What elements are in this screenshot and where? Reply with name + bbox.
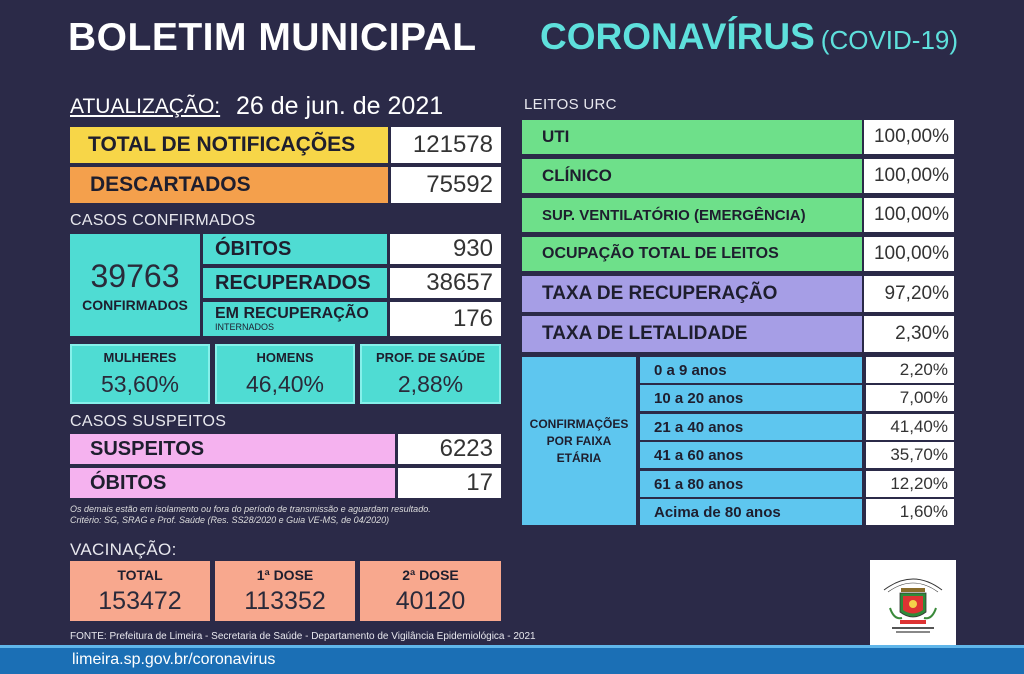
vaccination-total-value: 153472 xyxy=(98,586,182,615)
men-value: 46,40% xyxy=(245,371,324,397)
deaths-value: 930 xyxy=(390,234,501,264)
recovery-rate-value: 97,20% xyxy=(864,276,954,312)
age-group-label-box xyxy=(522,357,636,525)
discarded-value: 75592 xyxy=(391,167,501,203)
confirmed-total: 39763 xyxy=(90,257,180,294)
notifications-value: 121578 xyxy=(391,127,501,163)
age-row-value: 1,60% xyxy=(866,499,954,525)
recovered-label: RECUPERADOS xyxy=(203,268,387,298)
coat-of-arms-icon xyxy=(870,560,956,646)
beds-clinical-label: CLÍNICO xyxy=(522,159,862,193)
lethality-rate-label: TAXA DE LETALIDADE xyxy=(522,316,862,352)
suspected-note-2: Critério: SG, SRAG e Prof. Saúde (Res. SS28/2020 e Guia VE-MS, de 04/2020) xyxy=(70,515,390,525)
vaccination-dose1-box xyxy=(215,561,355,621)
confirmed-total-label: CONFIRMADOS xyxy=(82,296,188,313)
suspected-section-title: CASOS SUSPEITOS xyxy=(70,413,227,430)
deaths-label: ÓBITOS xyxy=(203,234,387,264)
beds-ventilation-label: SUP. VENTILATÓRIO (EMERGÊNCIA) xyxy=(522,198,862,232)
source-text: FONTE: Prefeitura de Limeira - Secretaria de Saúde - Departamento de Vigilância Epidemiológica - 2021 xyxy=(70,631,536,642)
virus-name: CORONAVÍRUS xyxy=(540,16,815,57)
health-professionals-value: 2,88% xyxy=(397,371,464,397)
beds-clinical-value: 100,00% xyxy=(864,159,954,193)
suspected-deaths-label: ÓBITOS xyxy=(70,468,395,498)
age-row-value: 41,40% xyxy=(866,414,954,440)
age-row-value: 2,20% xyxy=(866,357,954,383)
age-row-label: 41 a 60 anos xyxy=(640,442,862,468)
recovered-value: 38657 xyxy=(390,268,501,298)
age-row-value: 7,00% xyxy=(866,385,954,411)
page-title: BOLETIM MUNICIPAL xyxy=(68,16,477,59)
city-logo xyxy=(870,560,956,646)
beds-total-occupancy-value: 100,00% xyxy=(864,237,954,271)
update-date: 26 de jun. de 2021 xyxy=(236,92,444,120)
age-row-label: Acima de 80 anos xyxy=(640,499,862,525)
age-row-label: 21 a 40 anos xyxy=(640,414,862,440)
recovery-rate-label: TAXA DE RECUPERAÇÃO xyxy=(522,276,862,312)
notifications-label: TOTAL DE NOTIFICAÇÕES xyxy=(70,127,388,163)
confirmed-section-title: CASOS CONFIRMADOS xyxy=(70,212,256,229)
age-row-value: 35,70% xyxy=(866,442,954,468)
age-group-label-line3: ETÁRIA xyxy=(556,450,602,465)
beds-section-title: LEITOS URC xyxy=(524,96,617,113)
women-value: 53,60% xyxy=(100,371,179,397)
suspected-deaths-value: 17 xyxy=(398,468,501,498)
age-row-label: 0 a 9 anos xyxy=(640,357,862,383)
beds-uti-label: UTI xyxy=(522,120,862,154)
vaccination-dose2-box xyxy=(360,561,501,621)
vaccination-total-label: TOTAL xyxy=(117,566,163,583)
footer-url-link[interactable]: limeira.sp.gov.br/coronavirus xyxy=(72,651,276,668)
discarded-label: DESCARTADOS xyxy=(70,167,388,203)
vaccination-dose2-value: 40120 xyxy=(395,586,466,615)
update-label: ATUALIZAÇÃO: xyxy=(70,95,221,118)
vaccination-dose2-label: 2ª DOSE xyxy=(402,566,459,583)
recovering-label: EM RECUPERAÇÃO xyxy=(215,305,369,322)
lethality-rate-value: 2,30% xyxy=(864,316,954,352)
age-row-value: 12,20% xyxy=(866,471,954,497)
virus-subtitle: (COVID-19) xyxy=(820,25,959,55)
women-label: MULHERES xyxy=(103,350,177,365)
health-professionals-box xyxy=(360,344,501,404)
suspected-note-1: Os demais estão em isolamento ou fora do período de transmissão e aguardam resultado. xyxy=(70,504,431,514)
suspects-value: 6223 xyxy=(398,434,501,464)
recovering-value: 176 xyxy=(390,302,501,336)
recovering-label-box xyxy=(203,302,387,336)
age-group-label-line1: CONFIRMAÇÕES xyxy=(529,416,629,431)
age-row-label: 61 a 80 anos xyxy=(640,471,862,497)
beds-uti-value: 100,00% xyxy=(864,120,954,154)
recovering-sublabel: INTERNADOS xyxy=(215,322,275,332)
women-box xyxy=(70,344,210,404)
beds-ventilation-value: 100,00% xyxy=(864,198,954,232)
suspects-label: SUSPEITOS xyxy=(70,434,395,464)
vaccination-dose1-value: 113352 xyxy=(244,586,326,615)
vaccination-total-box xyxy=(70,561,210,621)
age-row-label: 10 a 20 anos xyxy=(640,385,862,411)
vaccination-dose1-label: 1ª DOSE xyxy=(256,566,314,583)
men-box xyxy=(215,344,355,404)
age-group-label-line2: POR FAIXA xyxy=(546,433,612,448)
beds-total-occupancy-label: OCUPAÇÃO TOTAL DE LEITOS xyxy=(522,237,862,271)
virus-title xyxy=(540,16,958,58)
confirmed-total-box xyxy=(70,234,200,336)
health-professionals-label: PROF. DE SAÚDE xyxy=(375,350,486,365)
vaccination-section-title: VACINAÇÃO: xyxy=(70,540,177,559)
men-label: HOMENS xyxy=(256,350,314,365)
